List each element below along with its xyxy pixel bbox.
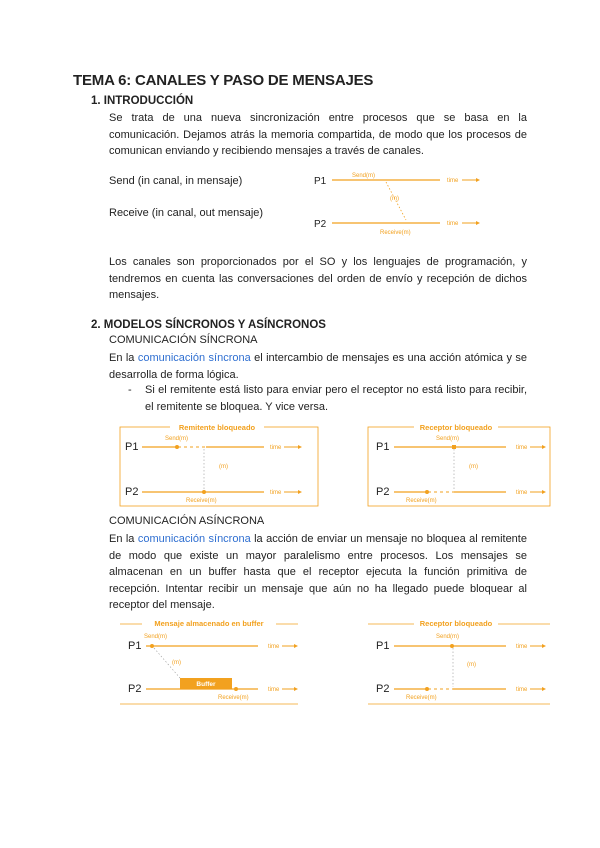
intro-paragraph: Se trata de una nueva sincronización entre procesos que se basa en la comunicación. Dejamos atrás la memoria compartida, de modo que los procesos de comunican enviando y recibiendo mensajes a través de canales. bbox=[109, 112, 527, 157]
diagram-remitente-bloqueado bbox=[118, 420, 320, 508]
buffer-label: Buffer bbox=[196, 681, 216, 688]
time-label: time bbox=[268, 644, 280, 650]
async-text-post: la acción de enviar un mensaje no bloquea al remitente de modo que existe un mayor paralelismo entre procesos. Los mensajes se almacenan en un buffer hasta que el receptor ejecuta la función primitiva de recepción. Intentar recibir un mensaje que aún no ha llegado puede bloquear al receptor del mensaje. bbox=[109, 533, 527, 611]
m-label: (m) bbox=[467, 662, 476, 668]
diagram-send-label: Send(m) bbox=[352, 173, 376, 179]
time-label-2: time bbox=[516, 490, 528, 496]
diagram-p1-label: P1 bbox=[128, 640, 142, 652]
channels-paragraph: Los canales son proporcionados por el SO y los lenguajes de programación, y tendremos en cuenta las conversaciones del orden de envío y recepción de dichos mensajes. bbox=[109, 256, 527, 301]
bullet-text: Si el remitente está listo para enviar pero el receptor no está listo para recibir, el remitente se bloquea. Y vice versa. bbox=[145, 384, 527, 413]
send-label: Send(m) bbox=[436, 634, 460, 640]
time-arrowhead bbox=[294, 644, 298, 648]
time-label-2: time bbox=[516, 687, 528, 693]
time-label-2: time bbox=[270, 490, 282, 496]
diagram-p2-label: P2 bbox=[314, 219, 327, 230]
async-text-pre: En la bbox=[109, 533, 138, 545]
diagram-p1-label: P1 bbox=[125, 441, 139, 453]
time-arrowhead-2 bbox=[298, 490, 302, 494]
time-arrowhead-2 bbox=[542, 687, 546, 691]
send-label: Send(m) bbox=[165, 436, 189, 442]
receive-label: Receive(m) bbox=[218, 695, 249, 701]
time-arrowhead bbox=[476, 178, 480, 182]
diagram-p1-label: P1 bbox=[314, 176, 327, 187]
time-arrowhead bbox=[298, 445, 302, 449]
diagram-title: Receptor bloqueado bbox=[419, 619, 493, 628]
diagram-receptor-bloqueado bbox=[366, 420, 552, 508]
diagram-p1-label: P1 bbox=[376, 640, 390, 652]
time-label: time bbox=[270, 445, 282, 451]
page-title: TEMA 6: CANALES Y PASO DE MENSAJES bbox=[73, 72, 374, 89]
send-point bbox=[150, 644, 154, 648]
time-arrowhead-2 bbox=[476, 221, 480, 225]
time-arrowhead-2 bbox=[542, 490, 546, 494]
diagram-p2-label: P2 bbox=[376, 486, 390, 498]
m-label: (m) bbox=[219, 464, 228, 470]
send-label: Send(m) bbox=[436, 436, 460, 442]
send-signature: Send (in canal, in mensaje) bbox=[109, 175, 243, 187]
time-label-2: time bbox=[268, 687, 280, 693]
diagram-receive-label: Receive(m) bbox=[380, 230, 411, 236]
intro-diagram bbox=[310, 168, 485, 238]
diagram-p2-label: P2 bbox=[376, 683, 390, 695]
sync-paragraph bbox=[109, 350, 527, 383]
diagram-p2-label: P2 bbox=[128, 683, 142, 695]
time-label: time bbox=[516, 445, 528, 451]
sync-subtitle: COMUNICACIÓN SÍNCRONA bbox=[109, 334, 258, 346]
send-label: Send(m) bbox=[144, 634, 168, 640]
diagram-buffer bbox=[116, 616, 302, 706]
send-point bbox=[452, 445, 456, 449]
async-subtitle: COMUNICACIÓN ASÍNCRONA bbox=[109, 515, 265, 527]
diagram-time-label: time bbox=[447, 178, 459, 184]
time-arrowhead-2 bbox=[294, 687, 298, 691]
diagram-time-label-2: time bbox=[447, 221, 459, 227]
receive-point bbox=[202, 490, 206, 494]
async-link[interactable]: comunicación síncrona bbox=[137, 533, 251, 545]
time-arrowhead bbox=[542, 445, 546, 449]
time-arrowhead bbox=[542, 644, 546, 648]
time-label: time bbox=[516, 644, 528, 650]
bullet-dash: - bbox=[128, 384, 132, 396]
receive-signature: Receive (in canal, out mensaje) bbox=[109, 207, 264, 219]
receive-label: Receive(m) bbox=[406, 498, 437, 504]
async-paragraph bbox=[109, 531, 527, 614]
diagram-receptor-bloqueado-async bbox=[366, 616, 552, 706]
receive-label: Receive(m) bbox=[406, 695, 437, 701]
receive-point bbox=[234, 687, 238, 691]
diagram-m-label: (m) bbox=[390, 196, 399, 202]
sync-text-post: el intercambio de mensajes es una acción atómica y se desarrolla de forma lógica. bbox=[109, 352, 527, 381]
section-heading-models: 2. MODELOS SÍNCRONOS Y ASÍNCRONOS bbox=[91, 319, 326, 331]
diagram-title: Receptor bloqueado bbox=[419, 423, 493, 432]
section-heading-intro: 1. INTRODUCCIÓN bbox=[91, 95, 194, 107]
m-label: (m) bbox=[469, 464, 478, 470]
diagram-p1-label: P1 bbox=[376, 441, 390, 453]
m-label: (m) bbox=[172, 660, 181, 666]
receive-label: Receive(m) bbox=[186, 498, 217, 504]
diagram-title: Remitente bloqueado bbox=[178, 423, 256, 432]
sync-link[interactable]: comunicación síncrona bbox=[137, 352, 251, 364]
send-point bbox=[450, 644, 454, 648]
diagram-p2-label: P2 bbox=[125, 486, 139, 498]
diagram-title: Mensaje almacenado en buffer bbox=[154, 619, 264, 628]
sync-text-pre: En la bbox=[109, 352, 138, 364]
